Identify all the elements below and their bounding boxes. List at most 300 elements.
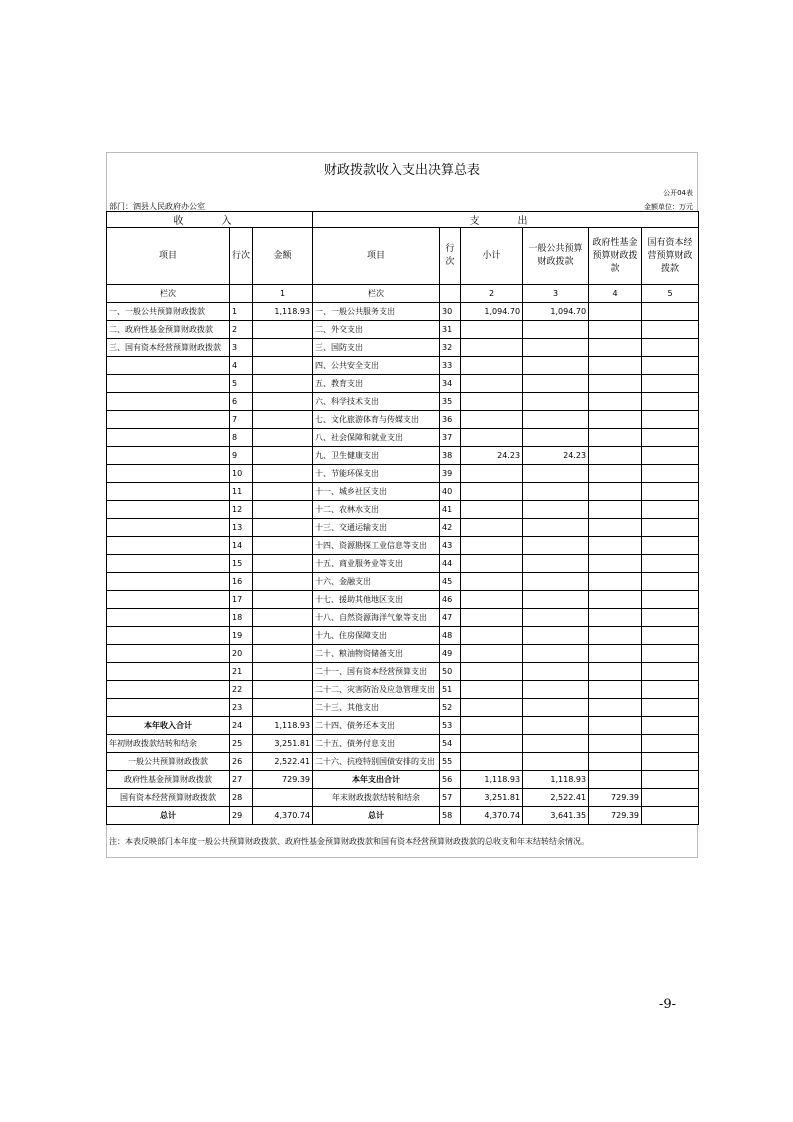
income-line-cell: 15 [230, 555, 253, 573]
table-title: 财政拨款收入支出决算总表 [106, 152, 698, 183]
footnote: 注：本表反映部门本年度一般公共预算财政拨款、政府性基金预算财政拨款和国有资本经营预算财政拨款的总收支和年末结转结余情况。 [106, 825, 698, 858]
income-amount-cell [253, 681, 313, 699]
income-line-cell: 9 [230, 447, 253, 465]
col-amount-no: 1 [253, 285, 313, 303]
expense-item-cell: 一、一般公共服务支出 [313, 303, 440, 321]
header-line: 行次 [230, 228, 253, 285]
state-capital-cell [642, 447, 699, 465]
state-capital-cell [642, 627, 699, 645]
income-line-cell: 14 [230, 537, 253, 555]
subtotal-cell: 24.23 [461, 447, 523, 465]
table-row [107, 465, 699, 483]
expense-line-cell: 40 [440, 483, 461, 501]
col-general-no: 3 [523, 285, 589, 303]
header-state-capital: 国有资本经营预算财政拨款 [642, 228, 699, 285]
general-cell [523, 483, 589, 501]
general-cell [523, 717, 589, 735]
income-amount-cell: 3,251.81 [253, 735, 313, 753]
expense-line-cell: 41 [440, 501, 461, 519]
income-amount-cell: 1,118.93 [253, 717, 313, 735]
state-capital-cell [642, 519, 699, 537]
table-row [107, 663, 699, 681]
state-capital-cell [642, 699, 699, 717]
income-item-cell: 年初财政拨款结转和结余 [107, 735, 230, 753]
subtotal-cell [461, 321, 523, 339]
income-amount-cell [253, 483, 313, 501]
income-item-cell [107, 591, 230, 609]
income-amount-cell: 1,118.93 [253, 303, 313, 321]
subtotal-cell: 4,370.74 [461, 807, 523, 825]
subtotal-cell [461, 537, 523, 555]
income-amount-cell [253, 591, 313, 609]
gov-fund-cell [589, 663, 642, 681]
subtotal-cell [461, 645, 523, 663]
expense-item-cell: 十一、城乡社区支出 [313, 483, 440, 501]
general-cell [523, 357, 589, 375]
gov-fund-cell [589, 555, 642, 573]
gov-fund-cell [589, 411, 642, 429]
general-cell [523, 663, 589, 681]
income-line-cell: 27 [230, 771, 253, 789]
income-amount-cell [253, 411, 313, 429]
income-line-cell: 8 [230, 429, 253, 447]
table-row [107, 483, 699, 501]
state-capital-cell [642, 771, 699, 789]
income-line-cell: 7 [230, 411, 253, 429]
gov-fund-cell [589, 393, 642, 411]
expense-line-cell: 37 [440, 429, 461, 447]
gov-fund-cell [589, 465, 642, 483]
income-item-cell: 国有资本经营预算财政拨款 [107, 789, 230, 807]
subtotal-cell [461, 411, 523, 429]
expense-line-cell: 46 [440, 591, 461, 609]
income-line-cell: 16 [230, 573, 253, 591]
subtotal-cell [461, 357, 523, 375]
income-line-cell: 23 [230, 699, 253, 717]
income-item-cell: 本年收入合计 [107, 717, 230, 735]
income-item-cell [107, 393, 230, 411]
state-capital-cell [642, 555, 699, 573]
expense-item-cell: 十七、援助其他地区支出 [313, 591, 440, 609]
expense-item-cell: 年末财政拨款结转和结余 [313, 789, 440, 807]
general-cell [523, 555, 589, 573]
general-cell: 24.23 [523, 447, 589, 465]
income-amount-cell: 4,370.74 [253, 807, 313, 825]
gov-fund-cell [589, 573, 642, 591]
expense-item-cell: 本年支出合计 [313, 771, 440, 789]
expense-item-cell: 三、国防支出 [313, 339, 440, 357]
income-amount-cell [253, 609, 313, 627]
expense-line-cell: 34 [440, 375, 461, 393]
income-line-cell: 29 [230, 807, 253, 825]
table-row [107, 537, 699, 555]
gov-fund-cell [589, 303, 642, 321]
gov-fund-cell: 729.39 [589, 789, 642, 807]
expense-item-cell: 十八、自然资源海洋气象等支出 [313, 609, 440, 627]
expense-item-cell: 二十四、债务还本支出 [313, 717, 440, 735]
state-capital-cell [642, 591, 699, 609]
gov-fund-cell [589, 681, 642, 699]
subtotal-cell [461, 591, 523, 609]
expense-item-cell: 二十二、灾害防治及应急管理支出 [313, 681, 440, 699]
gov-fund-cell [589, 537, 642, 555]
income-amount-cell [253, 501, 313, 519]
subtotal-cell [461, 735, 523, 753]
income-amount-cell [253, 573, 313, 591]
subtotal-cell: 1,118.93 [461, 771, 523, 789]
general-cell [523, 537, 589, 555]
income-line-cell: 25 [230, 735, 253, 753]
expense-item-cell: 十五、商业服务业等支出 [313, 555, 440, 573]
state-capital-cell [642, 339, 699, 357]
meta-bar [106, 183, 698, 211]
general-cell [523, 627, 589, 645]
expense-item-cell: 十、节能环保支出 [313, 465, 440, 483]
expense-item-cell: 十六、金融支出 [313, 573, 440, 591]
income-amount-cell [253, 555, 313, 573]
state-capital-cell [642, 501, 699, 519]
table-row [107, 429, 699, 447]
income-item-cell [107, 519, 230, 537]
table-row [107, 357, 699, 375]
expense-line-cell: 47 [440, 609, 461, 627]
expense-item-cell: 总计 [313, 807, 440, 825]
income-item-cell [107, 645, 230, 663]
state-capital-cell [642, 681, 699, 699]
income-amount-cell [253, 663, 313, 681]
general-cell [523, 321, 589, 339]
col-subtotal-no: 2 [461, 285, 523, 303]
table-row [107, 609, 699, 627]
subtotal-cell [461, 753, 523, 771]
expense-line-cell: 45 [440, 573, 461, 591]
expense-item-cell: 二十、粮油物资储备支出 [313, 645, 440, 663]
income-amount-cell [253, 339, 313, 357]
subtotal-cell [461, 573, 523, 591]
income-amount-cell [253, 519, 313, 537]
col-label2: 栏次 [313, 285, 440, 303]
table-row [107, 447, 699, 465]
income-line-cell: 24 [230, 717, 253, 735]
general-cell [523, 411, 589, 429]
table-row [107, 735, 699, 753]
income-line-cell: 2 [230, 321, 253, 339]
income-amount-cell [253, 699, 313, 717]
income-line-cell: 3 [230, 339, 253, 357]
income-amount-cell [253, 393, 313, 411]
state-capital-cell [642, 429, 699, 447]
general-cell [523, 393, 589, 411]
general-cell [523, 429, 589, 447]
expense-line-cell: 51 [440, 681, 461, 699]
general-cell [523, 645, 589, 663]
expense-item-cell: 十四、资源勘探工业信息等支出 [313, 537, 440, 555]
col-label: 栏次 [107, 285, 230, 303]
expense-item-cell: 二十五、债务付息支出 [313, 735, 440, 753]
gov-fund-cell [589, 717, 642, 735]
expense-item-cell: 九、卫生健康支出 [313, 447, 440, 465]
expense-item-cell: 四、公共安全支出 [313, 357, 440, 375]
income-line-cell: 6 [230, 393, 253, 411]
income-line-cell: 12 [230, 501, 253, 519]
header-line2: 行次 [440, 228, 461, 285]
state-capital-cell [642, 303, 699, 321]
income-line-cell: 28 [230, 789, 253, 807]
gov-fund-cell [589, 627, 642, 645]
gov-fund-cell [589, 483, 642, 501]
income-amount-cell [253, 627, 313, 645]
expense-line-cell: 33 [440, 357, 461, 375]
subtotal-cell [461, 519, 523, 537]
general-cell [523, 591, 589, 609]
income-line-cell: 13 [230, 519, 253, 537]
column-number-row [107, 285, 699, 303]
form-code: 公开04表 [663, 189, 693, 197]
unit-label: 金额单位：万元 [644, 203, 693, 211]
state-capital-cell [642, 717, 699, 735]
income-line-cell: 18 [230, 609, 253, 627]
expense-line-cell: 55 [440, 753, 461, 771]
subtotal-cell [461, 663, 523, 681]
state-capital-cell [642, 537, 699, 555]
general-cell [523, 735, 589, 753]
general-cell [523, 465, 589, 483]
income-item-cell: 一、一般公共预算财政拨款 [107, 303, 230, 321]
gov-fund-cell [589, 339, 642, 357]
income-item-cell: 三、国有资本经营预算财政拨款 [107, 339, 230, 357]
general-cell [523, 501, 589, 519]
subtotal-cell [461, 429, 523, 447]
subtotal-cell [461, 375, 523, 393]
expense-line-cell: 58 [440, 807, 461, 825]
page-number: -9- [659, 997, 677, 1012]
general-cell [523, 339, 589, 357]
subtotal-cell [461, 609, 523, 627]
header-row [107, 228, 699, 285]
expense-item-cell: 二、外交支出 [313, 321, 440, 339]
table-row [107, 807, 699, 825]
expense-item-cell: 七、文化旅游体育与传媒支出 [313, 411, 440, 429]
gov-fund-cell [589, 357, 642, 375]
gov-fund-cell [589, 321, 642, 339]
income-line-cell: 21 [230, 663, 253, 681]
subtotal-cell [461, 501, 523, 519]
header-general: 一般公共预算财政拨款 [523, 228, 589, 285]
gov-fund-cell [589, 375, 642, 393]
income-amount-cell: 729.39 [253, 771, 313, 789]
section-income: 收 入 [107, 212, 313, 228]
expense-item-cell: 八、社会保障和就业支出 [313, 429, 440, 447]
income-item-cell: 二、政府性基金预算财政拨款 [107, 321, 230, 339]
table-row [107, 699, 699, 717]
income-item-cell [107, 501, 230, 519]
table-row [107, 321, 699, 339]
income-line-cell: 5 [230, 375, 253, 393]
expense-item-cell: 二十六、抗疫特别国债安排的支出 [313, 753, 440, 771]
gov-fund-cell [589, 429, 642, 447]
income-amount-cell [253, 537, 313, 555]
income-item-cell [107, 555, 230, 573]
expense-item-cell: 五、教育支出 [313, 375, 440, 393]
gov-fund-cell [589, 501, 642, 519]
state-capital-cell [642, 375, 699, 393]
state-capital-cell [642, 609, 699, 627]
general-cell [523, 609, 589, 627]
income-item-cell [107, 411, 230, 429]
gov-fund-cell [589, 609, 642, 627]
general-cell [523, 573, 589, 591]
table-row [107, 375, 699, 393]
table-row [107, 573, 699, 591]
income-line-cell: 22 [230, 681, 253, 699]
income-amount-cell [253, 357, 313, 375]
subtotal-cell: 3,251.81 [461, 789, 523, 807]
subtotal-cell [461, 717, 523, 735]
budget-table [106, 211, 699, 825]
state-capital-cell [642, 321, 699, 339]
state-capital-cell [642, 483, 699, 501]
income-item-cell [107, 483, 230, 501]
state-capital-cell [642, 663, 699, 681]
state-capital-cell [642, 789, 699, 807]
income-amount-cell [253, 645, 313, 663]
income-item-cell: 一般公共预算财政拨款 [107, 753, 230, 771]
income-item-cell [107, 627, 230, 645]
income-item-cell [107, 447, 230, 465]
expense-line-cell: 31 [440, 321, 461, 339]
general-cell [523, 519, 589, 537]
gov-fund-cell [589, 591, 642, 609]
income-item-cell [107, 375, 230, 393]
table-row [107, 681, 699, 699]
expense-line-cell: 30 [440, 303, 461, 321]
table-row [107, 393, 699, 411]
subtotal-cell: 1,094.70 [461, 303, 523, 321]
expense-line-cell: 56 [440, 771, 461, 789]
table-row [107, 717, 699, 735]
table-row [107, 555, 699, 573]
header-item2: 项目 [313, 228, 440, 285]
income-item-cell [107, 465, 230, 483]
income-item-cell [107, 573, 230, 591]
income-amount-cell [253, 375, 313, 393]
state-capital-cell [642, 753, 699, 771]
subtotal-cell [461, 465, 523, 483]
state-capital-cell [642, 465, 699, 483]
subtotal-cell [461, 627, 523, 645]
expense-line-cell: 32 [440, 339, 461, 357]
income-line-cell: 19 [230, 627, 253, 645]
subtotal-cell [461, 339, 523, 357]
table-row [107, 753, 699, 771]
income-amount-cell [253, 447, 313, 465]
section-row [107, 212, 699, 228]
gov-fund-cell: 729.39 [589, 807, 642, 825]
expense-line-cell: 44 [440, 555, 461, 573]
income-item-cell [107, 609, 230, 627]
expense-item-cell: 二十三、其他支出 [313, 699, 440, 717]
subtotal-cell [461, 393, 523, 411]
general-cell: 1,118.93 [523, 771, 589, 789]
expense-line-cell: 42 [440, 519, 461, 537]
income-line-cell: 4 [230, 357, 253, 375]
income-amount-cell [253, 429, 313, 447]
general-cell [523, 681, 589, 699]
table-row [107, 519, 699, 537]
expense-line-cell: 49 [440, 645, 461, 663]
income-item-cell: 政府性基金预算财政拨款 [107, 771, 230, 789]
income-item-cell [107, 681, 230, 699]
income-line-cell: 11 [230, 483, 253, 501]
header-gov-fund: 政府性基金预算财政拨款 [589, 228, 642, 285]
income-item-cell [107, 537, 230, 555]
income-item-cell [107, 357, 230, 375]
gov-fund-cell [589, 447, 642, 465]
expense-line-cell: 35 [440, 393, 461, 411]
subtotal-cell [461, 699, 523, 717]
income-amount-cell: 2,522.41 [253, 753, 313, 771]
income-line-cell: 10 [230, 465, 253, 483]
general-cell: 2,522.41 [523, 789, 589, 807]
state-capital-cell [642, 573, 699, 591]
income-item-cell [107, 699, 230, 717]
section-expense: 支 出 [313, 212, 699, 228]
subtotal-cell [461, 483, 523, 501]
expense-line-cell: 57 [440, 789, 461, 807]
expense-line-cell: 36 [440, 411, 461, 429]
gov-fund-cell [589, 645, 642, 663]
income-item-cell [107, 429, 230, 447]
expense-line-cell: 54 [440, 735, 461, 753]
income-line-cell: 1 [230, 303, 253, 321]
table-row [107, 411, 699, 429]
general-cell: 3,641.35 [523, 807, 589, 825]
expense-line-cell: 48 [440, 627, 461, 645]
general-cell [523, 375, 589, 393]
gov-fund-cell [589, 519, 642, 537]
table-row [107, 591, 699, 609]
subtotal-cell [461, 681, 523, 699]
header-amount: 金额 [253, 228, 313, 285]
table-row [107, 771, 699, 789]
state-capital-cell [642, 411, 699, 429]
expense-line-cell: 38 [440, 447, 461, 465]
table-row [107, 501, 699, 519]
gov-fund-cell [589, 771, 642, 789]
gov-fund-cell [589, 753, 642, 771]
state-capital-cell [642, 735, 699, 753]
col-blank [230, 285, 253, 303]
expense-item-cell: 十九、住房保障支出 [313, 627, 440, 645]
col-state-capital-no: 5 [642, 285, 699, 303]
income-item-cell [107, 663, 230, 681]
expense-item-cell: 二十一、国有资本经营预算支出 [313, 663, 440, 681]
income-amount-cell [253, 465, 313, 483]
subtotal-cell [461, 555, 523, 573]
col-blank2 [440, 285, 461, 303]
state-capital-cell [642, 645, 699, 663]
table-row [107, 645, 699, 663]
expense-item-cell: 十三、交通运输支出 [313, 519, 440, 537]
income-line-cell: 20 [230, 645, 253, 663]
general-cell [523, 753, 589, 771]
expense-line-cell: 50 [440, 663, 461, 681]
state-capital-cell [642, 807, 699, 825]
col-gov-fund-no: 4 [589, 285, 642, 303]
expense-line-cell: 39 [440, 465, 461, 483]
gov-fund-cell [589, 699, 642, 717]
income-line-cell: 26 [230, 753, 253, 771]
